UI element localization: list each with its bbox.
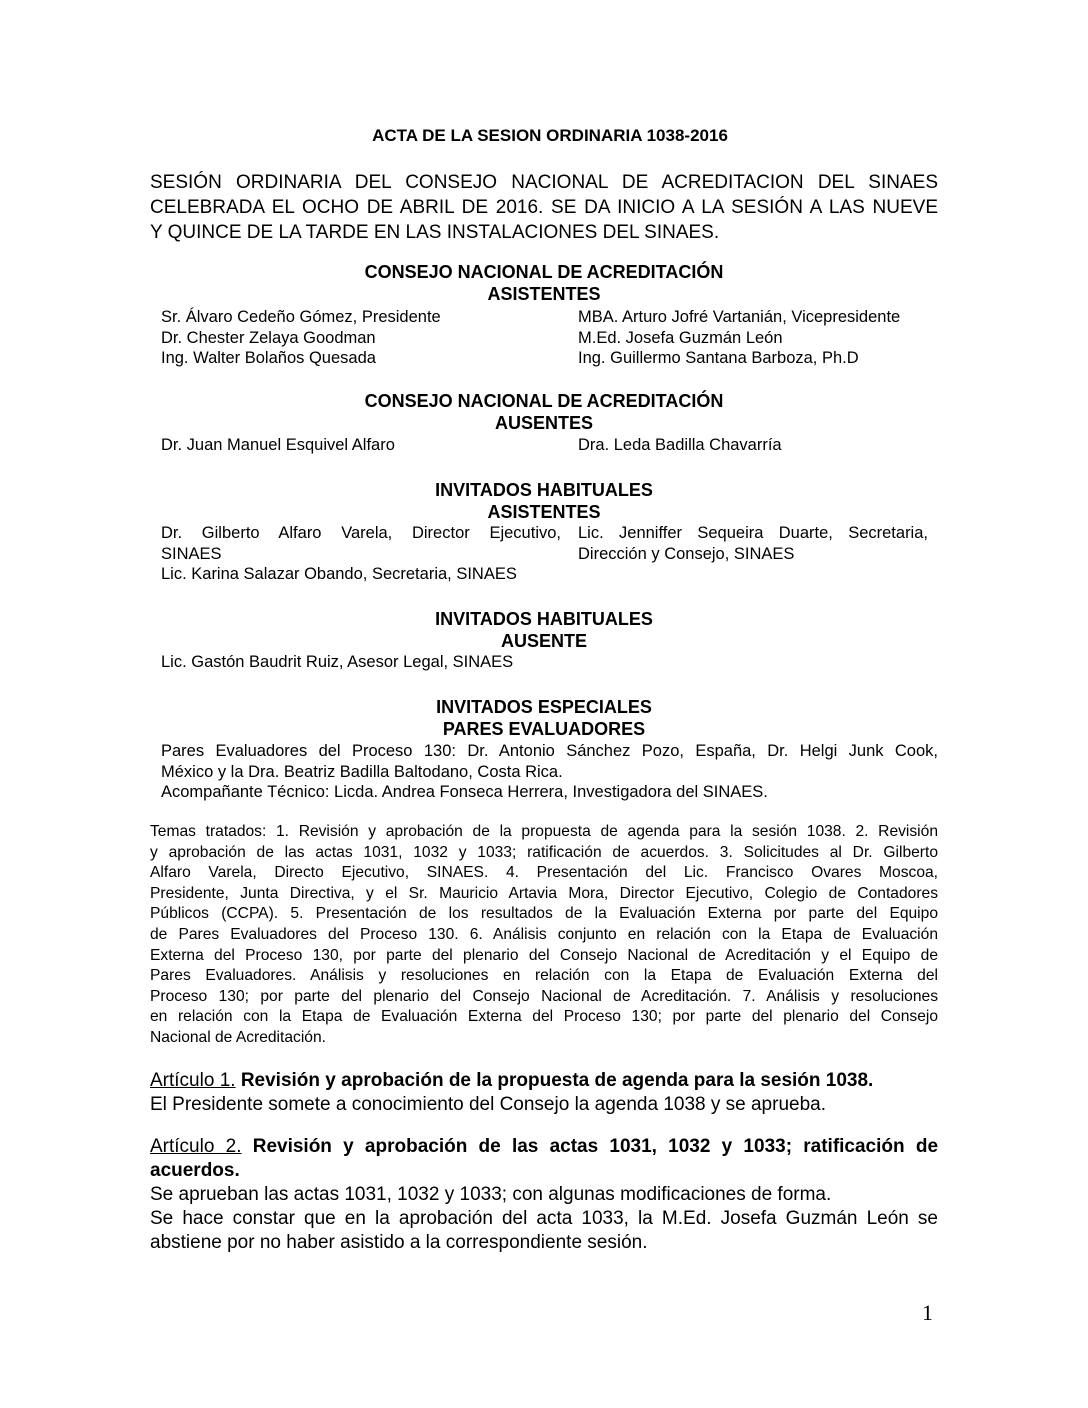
special-guests-line: México y la Dra. Beatriz Badilla Baltodano, Costa Rica.: [161, 762, 563, 781]
topics-line: Públicos (CCPA). 5. Presentación de los resultados de la Evaluación Externa por parte del Equipo: [150, 905, 938, 923]
absent-list-left: [161, 435, 561, 456]
guest: Dr. Gilberto Alfaro Varela, Director Ejecutivo,: [161, 524, 561, 542]
intro-line: Y QUINCE DE LA TARDE EN LAS INSTALACIONES DEL SINAES.: [150, 222, 720, 243]
heading-line: INVITADOS HABITUALES: [435, 480, 653, 500]
guest: Lic. Jenniffer Sequeira Duarte, Secretaria,: [578, 524, 928, 542]
article-label: Artículo 1.: [150, 1070, 236, 1091]
topics-line: Externa del Proceso 130, por parte del plenario del Consejo Nacional de Acreditación y el Equipo de: [150, 946, 938, 964]
topics-line: en relación con la Etapa de Evaluación Externa del Proceso 130; por parte del plenario del Consejo: [150, 1008, 938, 1026]
heading-line: CONSEJO NACIONAL DE ACREDITACIÓN: [364, 262, 724, 282]
attendee-list-right: [578, 307, 938, 369]
special-guests-line: Pares Evaluadores del Proceso 130: Dr. Antonio Sánchez Pozo, España, Dr. Helgi Junk Cook,: [161, 742, 938, 760]
attendee: M.Ed. Josefa Guzmán León: [578, 328, 783, 347]
article-heading: Revisión y aprobación de las actas 1031, 1032 y 1033; ratificación de: [252, 1136, 939, 1157]
guest-list-left: [161, 523, 561, 585]
heading-line: ASISTENTES: [487, 284, 601, 304]
article-body: El Presidente somete a conocimiento del Consejo la agenda 1038 y se aprueba.: [150, 1094, 826, 1115]
absent-member: Dr. Juan Manuel Esquivel Alfaro: [161, 436, 395, 454]
article-heading-cont: acuerdos.: [150, 1160, 240, 1181]
article-body: Se aprueban las actas 1031, 1032 y 1033; con algunas modificaciones de forma.: [150, 1184, 832, 1205]
attendee: Ing. Walter Bolaños Quesada: [161, 349, 376, 367]
topics-line: Pares Evaluadores. Análisis y resoluciones en relación con la Etapa de Evaluación Externa del: [150, 967, 938, 985]
intro-line: SESIÓN ORDINARIA DEL CONSEJO NACIONAL DE ACREDITACION DEL SINAES: [150, 172, 938, 193]
topics-line: Temas tratados: 1. Revisión y aprobación de la propuesta de agenda para la sesión 1038. 2. Revisión: [150, 823, 938, 840]
topics-line: y aprobación de las actas 1031, 1032 y 1033; ratificación de acuerdos. 3. Solicitudes al Dr. Gilberto: [150, 843, 938, 861]
attendee: Dr. Chester Zelaya Goodman: [161, 328, 376, 347]
heading-line: AUSENTES: [494, 413, 593, 433]
article-heading: Revisión y aprobación de la propuesta de agenda para la sesión 1038.: [240, 1070, 874, 1091]
heading-line: AUSENTE: [500, 631, 587, 651]
attendee-list-left: [161, 307, 561, 369]
heading-line: CONSEJO NACIONAL DE ACREDITACIÓN: [364, 391, 724, 411]
attendee: MBA. Arturo Jofré Vartanián, Vicepresidente: [578, 308, 901, 326]
topics-line: Presidente, Junta Directiva, y el Sr. Mauricio Artavia Mora, Director Ejecutivo, Colegio de Contadores: [150, 884, 938, 902]
section-heading-consejo-ausentes: [150, 390, 938, 434]
guest: Lic. Karina Salazar Obando, Secretaria, SINAES: [161, 565, 517, 583]
intro-line: CELEBRADA EL OCHO DE ABRIL DE 2016. SE DA INICIO A LA SESIÓN A LAS NUEVE: [150, 197, 938, 218]
topics-line: Nacional de Acreditación.: [150, 1028, 326, 1046]
article-body: Se hace constar que en la aprobación del acta 1033, la M.Ed. Josefa Guzmán León se: [150, 1208, 938, 1229]
special-guests-line: Acompañante Técnico: Licda. Andrea Fonseca Herrera, Investigadora del SINAES.: [161, 783, 768, 801]
page-number: 1: [922, 1300, 933, 1325]
article-1: [150, 1069, 938, 1117]
document-title: ACTA DE LA SESION ORDINARIA 1038-2016: [372, 126, 728, 145]
guest-list-right: [578, 523, 928, 564]
guest: SINAES: [161, 544, 222, 563]
section-heading-consejo-asistentes: [150, 261, 938, 305]
article-label: Artículo 2.: [150, 1136, 242, 1157]
heading-line: INVITADOS HABITUALES: [435, 609, 653, 629]
heading-line: ASISTENTES: [487, 502, 601, 522]
section-heading-invitados-asistentes: [150, 479, 938, 523]
absent-member: Dra. Leda Badilla Chavarría: [578, 436, 782, 454]
session-intro: [150, 170, 938, 245]
attendee: Ing. Guillermo Santana Barboza, Ph.D: [578, 349, 859, 367]
topics-line: de Pares Evaluadores del Proceso 130. 6. Análisis conjunto en relación con la Etapa de Evaluación: [150, 925, 938, 943]
attendee: Sr. Álvaro Cedeño Gómez, Presidente: [161, 308, 441, 326]
article-2: [150, 1135, 938, 1255]
guest: Lic. Gastón Baudrit Ruiz, Asesor Legal, SINAES: [161, 653, 514, 671]
topics-line: Proceso 130; por parte del plenario del Consejo Nacional de Acreditación. 7. Análisis y resoluciones: [150, 987, 938, 1005]
guest-absent-list: [161, 652, 561, 673]
topics-paragraph: [150, 822, 938, 1049]
heading-line: INVITADOS ESPECIALES: [436, 697, 652, 717]
heading-line: PARES EVALUADORES: [442, 719, 646, 739]
topics-line: Alfaro Varela, Directo Ejecutivo, SINAES. 4. Presentación del Lic. Francisco Ovares Moscoa,: [150, 864, 938, 882]
section-heading-invitados-ausente: [150, 608, 938, 652]
section-heading-invitados-especiales: [150, 696, 938, 740]
absent-list-right: [578, 435, 938, 456]
article-body: abstiene por no haber asistido a la correspondiente sesión.: [150, 1232, 648, 1253]
guest: Dirección y Consejo, SINAES: [578, 544, 795, 563]
special-guests-text: [161, 741, 938, 803]
